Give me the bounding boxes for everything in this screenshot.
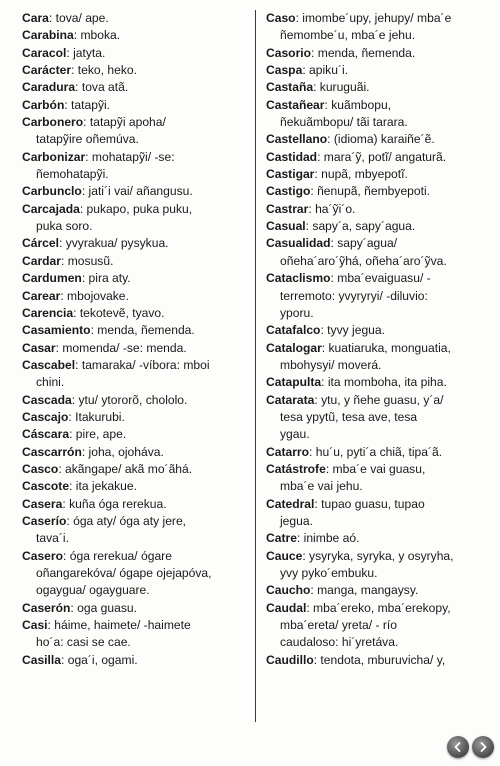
entry-term: Cataclismo — [266, 271, 331, 286]
entry-definition: : tyvy jegua. — [320, 323, 385, 338]
dictionary-entry — [22, 201, 246, 236]
entry-term: Caracol — [22, 45, 67, 60]
entry-term: Castrar — [266, 201, 309, 216]
dictionary-entry — [266, 97, 492, 132]
dictionary-entry — [266, 10, 492, 45]
entry-definition: : pire, ape. — [69, 427, 127, 442]
dictionary-entry — [22, 253, 246, 270]
dictionary-entry — [266, 235, 492, 270]
dictionary-entry — [22, 62, 246, 79]
entry-term: Castigo — [266, 184, 311, 199]
entry-definition: : tatapỹi apoha/ — [83, 115, 166, 130]
previous-page-button[interactable] — [447, 736, 469, 758]
entry-term: Castidad — [266, 149, 318, 164]
entry-definition: : ytu/ ytororõ, chololo. — [71, 392, 188, 407]
entry-definition-continuation: mbohysyi/ moverá. — [280, 357, 382, 372]
entry-definition: : menda, ñemenda. — [90, 323, 195, 338]
entry-term: Castaña — [266, 80, 314, 95]
entry-definition: : ita momboha, ita piha. — [321, 375, 447, 390]
dictionary-entry — [22, 149, 246, 184]
entry-term: Carear — [22, 288, 61, 303]
entry-definition: : ñenupã, ñembyepoti. — [310, 184, 431, 199]
entry-definition: : tatapỹi. — [64, 97, 111, 112]
left-column — [22, 10, 246, 669]
entry-term: Caucho — [266, 583, 311, 598]
entry-term: Carencia — [22, 305, 74, 320]
dictionary-entry — [22, 461, 246, 478]
entry-definition: : mba´e vai guasu, — [325, 461, 426, 476]
dictionary-entry — [266, 496, 492, 531]
dictionary-entry — [266, 149, 492, 166]
entry-term: Cáscara — [22, 427, 70, 442]
entry-term: Caudal — [266, 600, 307, 615]
entry-definition: : mba´evaiguasu/ - — [330, 271, 431, 286]
entry-definition-continuation: ñekuãmbopu/ tãi tarara. — [280, 115, 408, 130]
entry-definition: : oga´i, ogami. — [61, 652, 138, 667]
entry-definition: : sapy´agua/ — [330, 236, 398, 251]
entry-term: Caspa — [266, 63, 303, 78]
entry-term: Catre — [266, 531, 297, 546]
dictionary-entry — [266, 45, 492, 62]
entry-term: Carbonizar — [22, 149, 86, 164]
entry-definition: : mohatapỹi/ -se: — [85, 149, 175, 164]
entry-definition: : ita jekakue. — [69, 479, 137, 494]
arrow-right-icon — [476, 740, 490, 754]
entry-term: Castigar — [266, 167, 315, 182]
entry-definition: : mboka. — [73, 28, 121, 43]
dictionary-entry — [22, 513, 246, 548]
entry-term: Casco — [22, 461, 59, 476]
dictionary-entry — [22, 496, 246, 513]
dictionary-entry — [266, 201, 492, 218]
dictionary-entry — [266, 218, 492, 235]
entry-definition: : sapy´a, sapy´agua. — [305, 219, 416, 234]
dictionary-entry — [22, 183, 246, 200]
dictionary-entry — [22, 357, 246, 392]
entry-definition: : pukapo, puka puku, — [79, 201, 193, 216]
next-page-button[interactable] — [472, 736, 494, 758]
entry-term: Catarata — [266, 392, 315, 407]
entry-definition: : manga, mangaysy. — [310, 583, 419, 598]
entry-definition: : háime, haimete/ -haimete — [47, 618, 191, 633]
entry-definition: : hu´u, pyti´a chiã, tipa´ã. — [309, 444, 443, 459]
dictionary-entry — [22, 392, 246, 409]
dictionary-entry — [22, 114, 246, 149]
entry-term: Cara — [22, 11, 49, 25]
entry-term: Casamiento — [22, 323, 91, 338]
dictionary-entry — [22, 305, 246, 322]
dictionary-entry — [266, 652, 492, 669]
entry-term: Cascarrón — [22, 444, 82, 459]
entry-term: Catástrofe — [266, 461, 326, 476]
entry-term: Catafalco — [266, 323, 321, 338]
entry-definition: : akãngape/ akã mo´ãhá. — [58, 461, 193, 476]
entry-definition-continuation: terremoto: yvyryryi/ -diluvio: — [280, 288, 428, 303]
entry-definition: : jatyta. — [66, 45, 106, 60]
entry-definition: : inimbe aó. — [296, 531, 360, 546]
entry-definition: : jati´i vai/ añangusu. — [81, 184, 193, 199]
entry-term: Casilla — [22, 652, 61, 667]
dictionary-entry — [22, 45, 246, 62]
entry-definition: : kuãmbopu, — [324, 97, 392, 112]
entry-definition: : joha, ojoháva. — [81, 444, 164, 459]
dictionary-entry — [22, 426, 246, 443]
entry-definition-continuation: mba´ereta/ yreta/ - río — [280, 618, 397, 633]
entry-term: Carácter — [22, 63, 72, 78]
dictionary-entry — [266, 582, 492, 599]
entry-definition-continuation: caudaloso: hi´yretáva. — [280, 635, 399, 650]
entry-term: Casero — [22, 548, 64, 563]
dictionary-entry — [22, 79, 246, 96]
entry-definition-continuation: chini. — [36, 375, 65, 390]
entry-definition: : tamaraka/ -víbora: mboi — [75, 357, 210, 372]
dictionary-entry — [266, 166, 492, 183]
entry-term: Caudillo — [266, 652, 314, 667]
entry-definition: : óga rerekua/ ógare — [63, 548, 172, 563]
entry-term: Castellano — [266, 132, 328, 147]
entry-definition-continuation: ho´a: casi se cae. — [36, 635, 131, 650]
entry-term: Catapulta — [266, 375, 322, 390]
dictionary-entry — [266, 392, 492, 444]
entry-term: Catedral — [266, 496, 315, 511]
entry-definition: : (idioma) karaiñe´ẽ. — [327, 132, 435, 147]
dictionary-entry — [266, 530, 492, 547]
entry-term: Carabina — [22, 28, 74, 43]
entry-definition-continuation: ygau. — [280, 427, 310, 442]
entry-definition: : tendota, mburuvicha/ y, — [313, 652, 446, 667]
entry-definition: : oga guasu. — [70, 600, 137, 615]
dictionary-entry — [22, 322, 246, 339]
dictionary-entry — [266, 340, 492, 375]
entry-definition: : kuña óga rerekua. — [62, 496, 167, 511]
entry-definition-continuation: yporu. — [280, 305, 314, 320]
entry-definition: : kuruguãi. — [313, 80, 370, 95]
entry-definition: : ha´ỹi´o. — [308, 201, 356, 216]
entry-term: Casar — [22, 340, 56, 355]
entry-term: Carbón — [22, 97, 65, 112]
right-column — [266, 10, 492, 669]
entry-definition: : mara´ỹ, potĩ/ angaturã. — [317, 149, 447, 164]
entry-term: Casera — [22, 496, 63, 511]
entry-definition: : mba´ereko, mba´erekopy, — [306, 600, 451, 615]
entry-term: Carcajada — [22, 201, 80, 216]
dictionary-entry — [266, 548, 492, 583]
dictionary-entry — [266, 444, 492, 461]
dictionary-entry — [22, 288, 246, 305]
dictionary-entry — [266, 131, 492, 148]
entry-definition: : mbojovake. — [60, 288, 129, 303]
arrow-left-icon — [451, 740, 465, 754]
dictionary-entry — [266, 79, 492, 96]
entry-term: Castañear — [266, 97, 325, 112]
entry-definition: : tova/ ape. — [48, 11, 109, 25]
dictionary-entry — [22, 652, 246, 669]
entry-definition: : óga aty/ óga aty jere, — [66, 513, 187, 528]
entry-definition: : tupao guasu, tupao — [314, 496, 425, 511]
entry-definition-continuation: jegua. — [280, 513, 313, 528]
entry-definition: : ytu, y ñehe guasu, y´a/ — [314, 392, 444, 407]
entry-term: Cascajo — [22, 409, 69, 424]
dictionary-entry — [22, 270, 246, 287]
entry-term: Casualidad — [266, 236, 331, 251]
dictionary-entry — [22, 97, 246, 114]
entry-definition-continuation: ogaygua/ ogayguare. — [36, 583, 150, 598]
dictionary-entry — [22, 27, 246, 44]
dictionary-entry — [22, 444, 246, 461]
dictionary-entry — [266, 322, 492, 339]
entry-term: Carbunclo — [22, 184, 82, 199]
entry-definition-continuation: tatapỹire oñemúva. — [36, 132, 139, 147]
entry-term: Caradura — [22, 80, 76, 95]
dictionary-entry — [22, 478, 246, 495]
entry-term: Cascote — [22, 479, 70, 494]
entry-definition-continuation: yvy pyko´embuku. — [280, 566, 378, 580]
entry-definition-continuation: oñangarekóva/ ógape ojejapóva, — [36, 566, 212, 580]
entry-definition-continuation: tesa ypytũ, tesa ave, tesa — [280, 409, 418, 424]
dictionary-entry — [22, 409, 246, 426]
entry-term: Cárcel — [22, 236, 59, 251]
entry-definition-continuation: mba´e vai jehu. — [280, 479, 363, 494]
entry-definition-continuation: oñeha´aro´ỹhá, oñeha´aro´ỹva. — [280, 253, 447, 268]
entry-definition: : ysyryka, syryka, y osyryha, — [302, 548, 454, 563]
dictionary-entry — [22, 235, 246, 252]
dictionary-entry — [22, 340, 246, 357]
dictionary-entry — [266, 374, 492, 391]
entry-term: Cardumen — [22, 271, 82, 286]
column-divider — [255, 10, 256, 722]
entry-term: Cascada — [22, 392, 72, 407]
entry-term: Catarro — [266, 444, 310, 459]
entry-definition: : teko, heko. — [71, 63, 137, 78]
entry-definition: : Itakurubi. — [68, 409, 125, 424]
entry-definition: : apiku´i. — [302, 63, 349, 78]
dictionary-entry — [22, 10, 246, 27]
entry-term: Cascabel — [22, 357, 76, 372]
entry-term: Carbonero — [22, 115, 84, 130]
dictionary-entry — [22, 600, 246, 617]
entry-definition-continuation: ñemohatapỹi. — [36, 167, 109, 182]
dictionary-entry — [266, 600, 492, 652]
entry-definition: : tekotevẽ, tyavo. — [73, 305, 165, 320]
dictionary-entry — [266, 62, 492, 79]
entry-definition: : yvyrakua/ pysykua. — [58, 236, 169, 251]
entry-definition-continuation: puka soro. — [36, 219, 93, 234]
entry-definition: : menda, ñemenda. — [311, 45, 416, 60]
dictionary-entry — [266, 461, 492, 496]
dictionary-entry — [22, 617, 246, 652]
entry-definition: : kuatiaruka, monguatia, — [321, 340, 451, 355]
entry-definition: : momenda/ -se: menda. — [55, 340, 187, 355]
dictionary-entry — [266, 183, 492, 200]
entry-definition: : pira aty. — [81, 271, 131, 286]
entry-definition-continuation: tava´i. — [36, 531, 69, 546]
entry-term: Cardar — [22, 253, 61, 268]
dictionary-entry — [266, 270, 492, 322]
entry-term: Caso — [266, 11, 296, 25]
entry-term: Cauce — [266, 548, 303, 563]
entry-term: Caserío — [22, 513, 67, 528]
entry-term: Casi — [22, 618, 48, 633]
entry-definition: : imombe´upy, jehupy/ mba´e — [295, 11, 452, 25]
entry-definition: : tova atã. — [75, 80, 129, 95]
entry-term: Casorio — [266, 45, 312, 60]
entry-term: Caserón — [22, 600, 71, 615]
entry-term: Catalogar — [266, 340, 322, 355]
dictionary-entry — [22, 548, 246, 600]
entry-term: Casual — [266, 219, 306, 234]
entry-definition: : mosusũ. — [61, 253, 114, 268]
entry-definition-continuation: ñemombe´u, mba´e jehu. — [280, 28, 416, 43]
entry-definition: : nupã, mbyepotĩ. — [314, 167, 408, 182]
